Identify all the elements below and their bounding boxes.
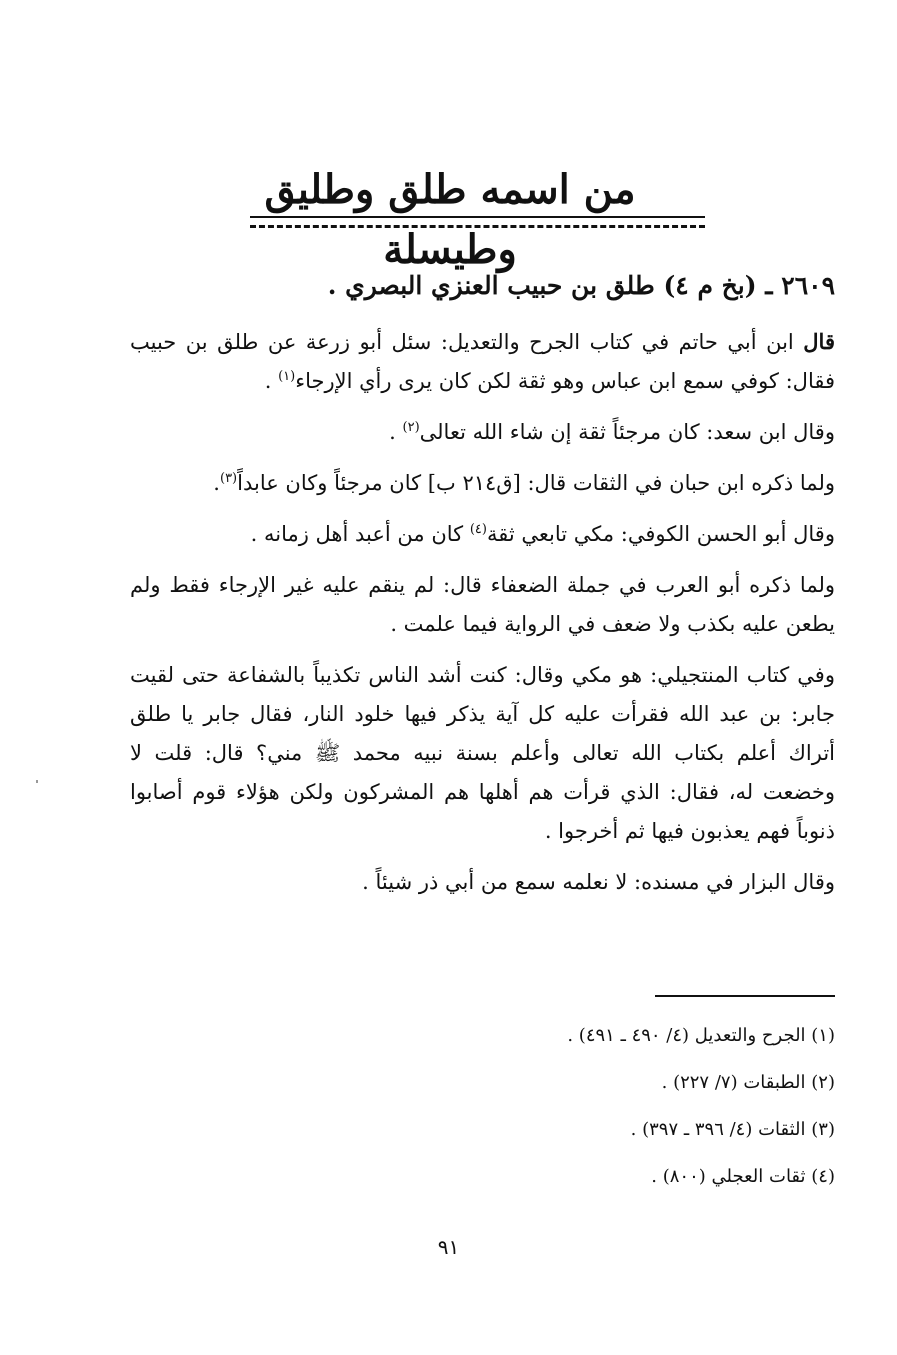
paragraph-text: وقال أبو الحسن الكوفي: مكي تابعي ثقة	[486, 522, 835, 546]
paragraph-text: وقال البزار في مسنده: لا نعلمه سمع من أبي ذر شيئاً .	[362, 870, 835, 894]
footnote-item: (٢) الطبقات (٧/ ٢٢٧) .	[661, 1072, 835, 1093]
title-underline-dashed	[250, 225, 705, 228]
paragraph	[130, 566, 835, 644]
footnote-reference[interactable]: (٢)	[402, 420, 420, 435]
entry-body	[130, 322, 835, 914]
footnote-item: (٣) الثقات (٤/ ٣٩٦ ـ ٣٩٧) .	[630, 1119, 835, 1140]
footnote-reference[interactable]: (٤)	[469, 522, 487, 537]
paragraph-text: ابن أبي حاتم في كتاب الجرح والتعديل: سئل أبو زرعة عن طلق بن حبيب فقال: كوفي سمع ابن عباس وهو ثقة لكن كان يرى رأي الإرجاء	[130, 330, 835, 393]
paragraph-text: ولما ذكره أبو العرب في جملة الضعفاء قال: لم ينقم عليه غير الإرجاء فقط ولم يطعن عليه بكذب ولا ضعف في الرواية فيما علمت .	[130, 573, 835, 636]
footnote-reference[interactable]: (١)	[278, 369, 296, 384]
paragraph-text: وفي كتاب المنتجيلي: هو مكي وقال: كنت أشد الناس تكذيباً بالشفاعة حتى لقيت جابر: بن عبد الله فقرأت عليه كل آية يذكر فيها خلود النار، فقال جابر يا طلق أتراك أعلم بكتاب الله تعالى وأعلم بسنة نبيه محمد ﷺ مني؟ قال: قلت لا وخضعت له، فقال: الذي قرأت هم أهلها هم المشركون ولكن هؤلاء قوم أصابوا ذنوباً فهم يعذبون فيها ثم أخرجوا .	[130, 663, 835, 843]
page-number: ٩١	[437, 1235, 460, 1259]
paragraph	[130, 413, 835, 452]
footnote-item: (١) الجرح والتعديل (٤/ ٤٩٠ ـ ٤٩١) .	[567, 1025, 835, 1046]
paragraph-text: وقال ابن سعد: كان مرجئاً ثقة إن شاء الله تعالى	[419, 420, 835, 444]
paragraph-tail: .	[213, 471, 220, 495]
footnote-separator	[655, 995, 835, 997]
paragraph	[130, 322, 835, 401]
paragraph	[130, 464, 835, 503]
paragraph-tail: .	[264, 369, 279, 393]
title-underline	[250, 216, 705, 218]
paragraph-lead-word: قال	[803, 329, 835, 354]
paragraph	[130, 863, 835, 902]
paragraph-tail: .	[389, 420, 403, 444]
chapter-title: من اسمه طلق وطليق وطيسلة	[264, 166, 636, 273]
footnote-item: (٤) ثقات العجلي (٨٠٠) .	[651, 1166, 835, 1187]
margin-speck	[36, 780, 38, 783]
paragraph	[130, 656, 835, 851]
paragraph-text: ولما ذكره ابن حبان في الثقات قال: [ق٢١٤ ب] كان مرجئاً وكان عابداً	[237, 471, 835, 495]
paragraph-tail: كان من أعبد أهل زمانه .	[250, 522, 470, 546]
paragraph	[130, 515, 835, 554]
footnote-reference[interactable]: (٣)	[219, 471, 238, 486]
footnotes-list	[130, 1012, 835, 1200]
entry-heading: ٢٦٠٩ ـ (بخ م ٤) طلق بن حبيب العنزي البصري .	[327, 271, 835, 300]
